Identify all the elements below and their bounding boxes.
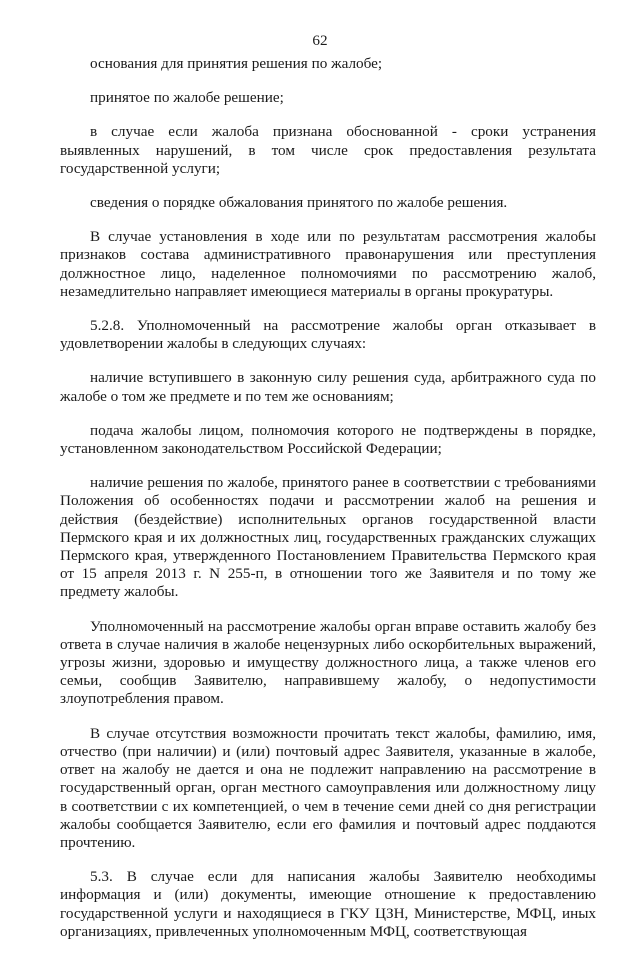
paragraph-9: наличие решения по жалобе, принятого ранее в соответствии с требованиями Положения об особенностях подачи и рассмотрении жалоб на решения и действия (бездействие) исполнительных органов государственной власти Пермского края и их должностных лиц, государственных гражданских служащих Пермского края, утвержденного Постановлением Правительства Пермского края от 15 апреля 2013 г. N 255-п, в отношении того же Заявителя и по тому же предмету жалобы. bbox=[60, 474, 596, 601]
paragraph-12: 5.3. В случае если для написания жалобы Заявителю необходимы информация и (или) документы, имеющие отношение к предоставлению государственной услуги и находящиеся в ГКУ ЦЗН, Министерстве, МФЦ, иных организациях, привлеченных уполномоченным МФЦ, соответствующая bbox=[60, 868, 596, 940]
paragraph-7: наличие вступившего в законную силу решения суда, арбитражного суда по жалобе о том же предмете и по тем же основаниям; bbox=[60, 369, 596, 405]
page-number: 62 bbox=[312, 32, 328, 49]
paragraph-6: 5.2.8. Уполномоченный на рассмотрение жалобы орган отказывает в удовлетворении жалобы в следующих случаях: bbox=[60, 317, 596, 353]
paragraph-4: сведения о порядке обжалования принятого по жалобе решения. bbox=[90, 194, 508, 212]
paragraph-1: основания для принятия решения по жалобе; bbox=[90, 55, 383, 72]
paragraph-8: подача жалобы лицом, полномочия которого не подтверждены в порядке, установленном законодательством Российской Федерации; bbox=[60, 421, 596, 458]
paragraph-3: в случае если жалоба признана обоснованной - сроки устранения выявленных нарушений, в том числе срок предоставления результата государственной услуги; bbox=[60, 123, 596, 177]
paragraph-2: принятое по жалобе решение; bbox=[90, 89, 284, 107]
paragraph-5: В случае установления в ходе или по результатам рассмотрения жалобы признаков состава административного правонарушения или преступления должностное лицо, наделенное полномочиями по рассмотрению жалоб, незамедлительно направляет имеющиеся материалы в органы прокуратуры. bbox=[60, 228, 596, 300]
paragraph-10: Уполномоченный на рассмотрение жалобы орган вправе оставить жалобу без ответа в случае наличия в жалобе нецензурных либо оскорбительных выражений, угрозы жизни, здоровью и имуществу должностного лица, а также членов его семьи, сообщив Заявителю, направившему жалобу, о недопустимости злоупотребления правом. bbox=[60, 617, 596, 708]
document-body bbox=[60, 55, 596, 957]
paragraph-11: В случае отсутствия возможности прочитать текст жалобы, фамилию, имя, отчество (при наличии) и (или) почтовый адрес Заявителя, указанные в жалобе, ответ на жалобу не дается и она не подлежит направлению на рассмотрение в государственный орган, орган местного самоуправления или должностному лицу в соответствии с их компетенцией, о чем в течение семи дней со дня регистрации жалобы сообщается Заявителю, если его фамилия и почтовый адрес поддаются прочтению. bbox=[60, 724, 596, 851]
